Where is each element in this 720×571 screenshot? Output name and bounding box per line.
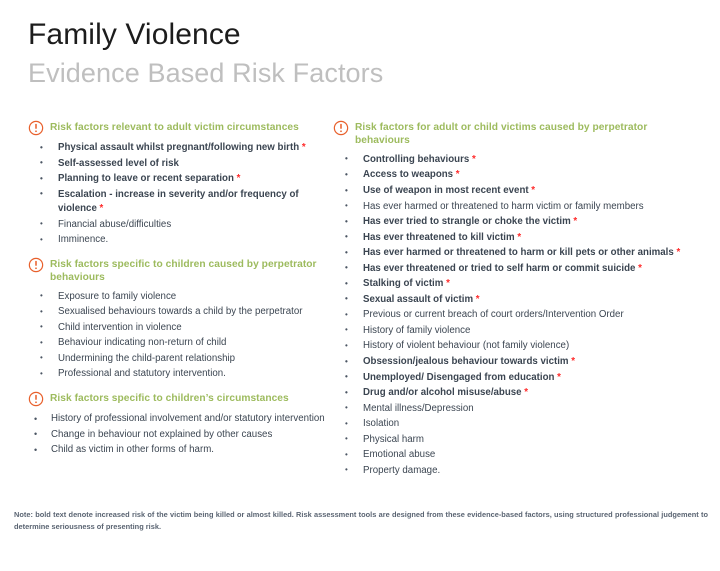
list-item: [333, 200, 693, 215]
list-item: [333, 417, 693, 432]
lethality-asterisk-marker: *: [299, 142, 306, 153]
list-item: [333, 355, 693, 370]
list-item: [333, 246, 693, 261]
lethality-asterisk-marker: *: [233, 173, 241, 185]
lethality-asterisk-marker: *: [469, 153, 476, 165]
title-subtitle: Evidence Based Risk Factors: [28, 58, 384, 89]
list-item: [28, 412, 333, 427]
list-item-label: Has ever harmed or threatened to harm victim or family members: [363, 200, 644, 212]
lethality-asterisk-marker: *: [521, 387, 529, 399]
list-item-label: Obsession/jealous behaviour towards victim: [363, 356, 569, 368]
list-item: [333, 184, 693, 199]
list-item-label: Controlling behaviours: [363, 153, 470, 165]
list-item: [333, 168, 693, 183]
risk-factor-list: [28, 290, 333, 382]
list-item-label: Physical harm: [363, 433, 424, 445]
list-item: [28, 321, 333, 336]
section-header: [28, 257, 333, 285]
exclamation-circle-icon: [28, 257, 44, 273]
risk-factor-section: [28, 120, 333, 248]
exclamation-circle-icon: [28, 120, 44, 136]
footer-note-text: Note: bold text denote increased risk of the victim being killed or almost killed. Risk assessment tools are designed from these evidence-based factors, using structured professional judgement to determine seriousness of presenting risk.: [14, 510, 708, 531]
list-item-label: Self-assessed level of risk: [58, 157, 179, 169]
list-item-label: Drug and/or alcohol misuse/abuse: [363, 387, 522, 399]
risk-factor-section: [28, 391, 333, 458]
title-main: Family Violence: [28, 18, 241, 51]
lethality-asterisk-marker: *: [514, 231, 522, 243]
right-column: [333, 120, 693, 487]
list-item: [333, 448, 693, 463]
section-title: Risk factors specific to children’s circumstances: [50, 393, 289, 405]
lethality-asterisk-marker: *: [570, 216, 578, 228]
list-item-label: Child intervention in violence: [58, 321, 182, 333]
list-item-label: Has ever threatened or tried to self harm or commit suicide: [363, 262, 636, 274]
left-column: [28, 120, 333, 467]
list-item-label: Exposure to family violence: [58, 290, 177, 302]
lethality-asterisk-marker: *: [473, 293, 480, 305]
list-item-label: Previous or current breach of court orders/Intervention Order: [363, 309, 624, 321]
list-item-label: Planning to leave or recent separation: [58, 173, 234, 185]
list-item: [333, 215, 693, 230]
list-item: [333, 324, 693, 339]
list-item-label: History of professional involvement and/or statutory intervention: [51, 413, 325, 425]
footer-note: [14, 509, 708, 533]
page-title: [28, 16, 668, 91]
risk-factor-list: [28, 141, 333, 248]
list-item-label: Access to weapons: [363, 169, 454, 181]
list-item: [333, 262, 693, 277]
list-item-label: Has ever threatened to kill victim: [363, 231, 515, 243]
list-item: [333, 371, 693, 386]
lethality-asterisk-marker: *: [443, 278, 450, 290]
list-item-label: Change in behaviour not explained by other causes: [51, 428, 273, 440]
list-item-label: Escalation - increase in severity and/or frequency of violence: [58, 188, 299, 215]
list-item-label: Physical assault whilst pregnant/following new birth: [58, 142, 300, 153]
list-item-label: Sexual assault of victim: [363, 293, 474, 305]
list-item-label: Isolation: [363, 418, 400, 430]
section-header: [28, 120, 333, 136]
list-item-label: Mental illness/Depression: [363, 402, 474, 414]
list-item-label: Emotional abuse: [363, 449, 436, 461]
list-item: [333, 339, 693, 354]
list-item: [333, 386, 693, 401]
list-item-label: History of family violence: [363, 324, 471, 336]
exclamation-circle-icon: [333, 120, 349, 136]
lethality-asterisk-marker: *: [528, 185, 536, 196]
list-item: [28, 141, 333, 156]
risk-factor-list: [333, 153, 693, 478]
list-item: [333, 277, 693, 292]
list-item: [333, 402, 693, 417]
list-item-label: Undermining the child-parent relationship: [58, 352, 236, 364]
list-item-label: Sexualised behaviours towards a child by the perpetrator: [58, 306, 303, 318]
lethality-asterisk-marker: *: [554, 371, 561, 383]
section-title: Risk factors relevant to adult victim circumstances: [50, 122, 299, 133]
list-item-label: Unemployed/ Disengaged from education: [363, 371, 555, 383]
section-title: Risk factors for adult or child victims caused by perpetrator behaviours: [355, 122, 648, 147]
list-item-label: Professional and statutory intervention.: [58, 368, 226, 380]
lethality-asterisk-marker: *: [673, 247, 681, 259]
list-item-label: Has ever harmed or threatened to harm or kill pets or other animals: [363, 247, 674, 259]
list-item: [333, 464, 693, 479]
list-item: [28, 157, 333, 172]
list-item-label: Child as victim in other forms of harm.: [51, 444, 214, 456]
list-item: [28, 188, 333, 217]
lethality-asterisk-marker: *: [568, 356, 576, 368]
list-item: [28, 233, 333, 248]
list-item: [28, 172, 333, 187]
list-item: [28, 352, 333, 367]
lethality-asterisk-marker: *: [635, 262, 642, 274]
section-header: [333, 120, 693, 148]
list-item: [333, 231, 693, 246]
list-item: [28, 218, 333, 233]
list-item: [28, 290, 333, 305]
list-item: [333, 433, 693, 448]
list-item: [28, 305, 333, 320]
risk-factor-list: [28, 412, 333, 458]
lethality-asterisk-marker: *: [453, 169, 460, 181]
list-item-label: Behaviour indicating non-return of child: [58, 337, 227, 349]
section-title: Risk factors specific to children caused by perpetrator behaviours: [50, 258, 317, 284]
list-item: [333, 153, 693, 168]
exclamation-circle-icon: [28, 391, 44, 407]
list-item-label: Financial abuse/difficulties: [58, 218, 172, 230]
list-item-label: Stalking of victim: [363, 278, 444, 290]
list-item: [28, 336, 333, 351]
list-item: [333, 308, 693, 323]
list-item-label: Use of weapon in most recent event: [363, 185, 529, 196]
list-item-label: Has ever tried to strangle or choke the victim: [363, 216, 571, 228]
list-item-label: Imminence.: [58, 234, 109, 246]
list-item: [28, 367, 333, 382]
list-item-label: History of violent behaviour (not family violence): [363, 340, 570, 352]
section-header: [28, 391, 333, 407]
list-item-label: Property damage.: [363, 464, 441, 476]
list-item: [28, 428, 333, 443]
list-item: [333, 293, 693, 308]
list-item: [28, 443, 333, 458]
risk-factor-section: [333, 120, 693, 478]
lethality-asterisk-marker: *: [96, 203, 104, 215]
risk-factor-section: [28, 257, 333, 382]
